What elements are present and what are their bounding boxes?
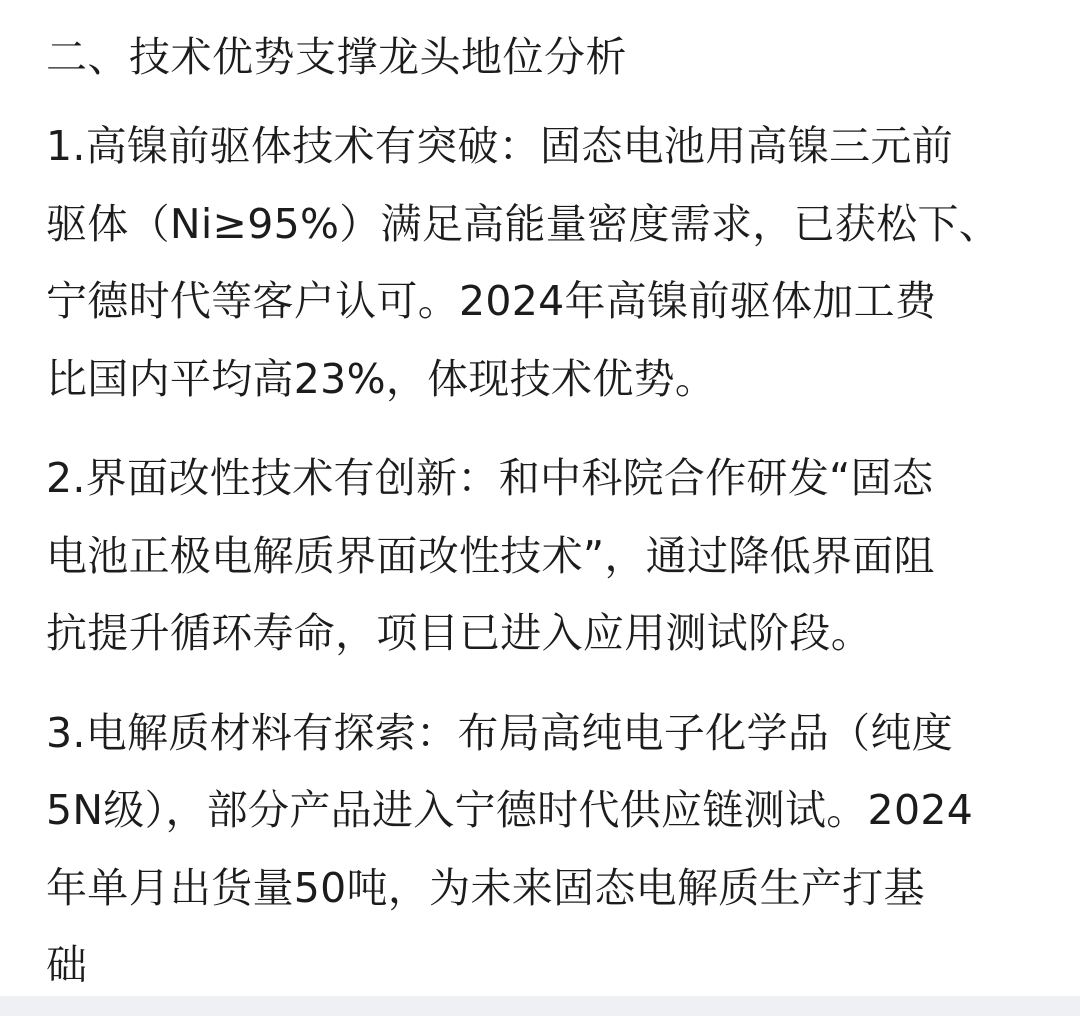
paragraph-line: 年单月出货量50吨，为未来固态电解质生产打基 — [46, 863, 925, 912]
paragraph-line: 5N级），部分产品进入宁德时代供应链测试。2024 — [46, 786, 974, 834]
paragraph-line: 2.界面改性技术有创新：和中科院合作研发“固态 — [46, 454, 934, 502]
paragraph-interface-modification — [46, 440, 1040, 673]
paragraph-high-nickel-precursor — [46, 108, 1040, 418]
paragraph-line: 电池正极电解质界面改性技术”，通过降低界面阻 — [46, 531, 935, 580]
paragraph-line: 1.高镍前驱体技术有突破：固态电池用高镍三元前 — [46, 122, 954, 170]
paragraph-line-truncated: 础 — [46, 941, 88, 989]
section-heading: 二、技术优势支撑龙头地位分析 — [46, 33, 627, 81]
paragraph-line: 比国内平均高23%，体现技术优势。 — [46, 354, 717, 403]
paragraph-line: 抗提升循环寿命，项目已进入应用测试阶段。 — [46, 609, 872, 657]
paragraph-line: 3.电解质材料有探索：布局高纯电子化学品（纯度 — [46, 708, 954, 757]
bottom-bar — [0, 996, 1080, 1016]
paragraph-line: 宁德时代等客户认可。2024年高镍前驱体加工费 — [46, 277, 937, 325]
paragraph-electrolyte-materials — [46, 695, 1040, 989]
article-body — [46, 26, 1040, 989]
paragraph-line: 驱体（Ni≥95%）满足高能量密度需求，已获松下、 — [46, 199, 1001, 248]
